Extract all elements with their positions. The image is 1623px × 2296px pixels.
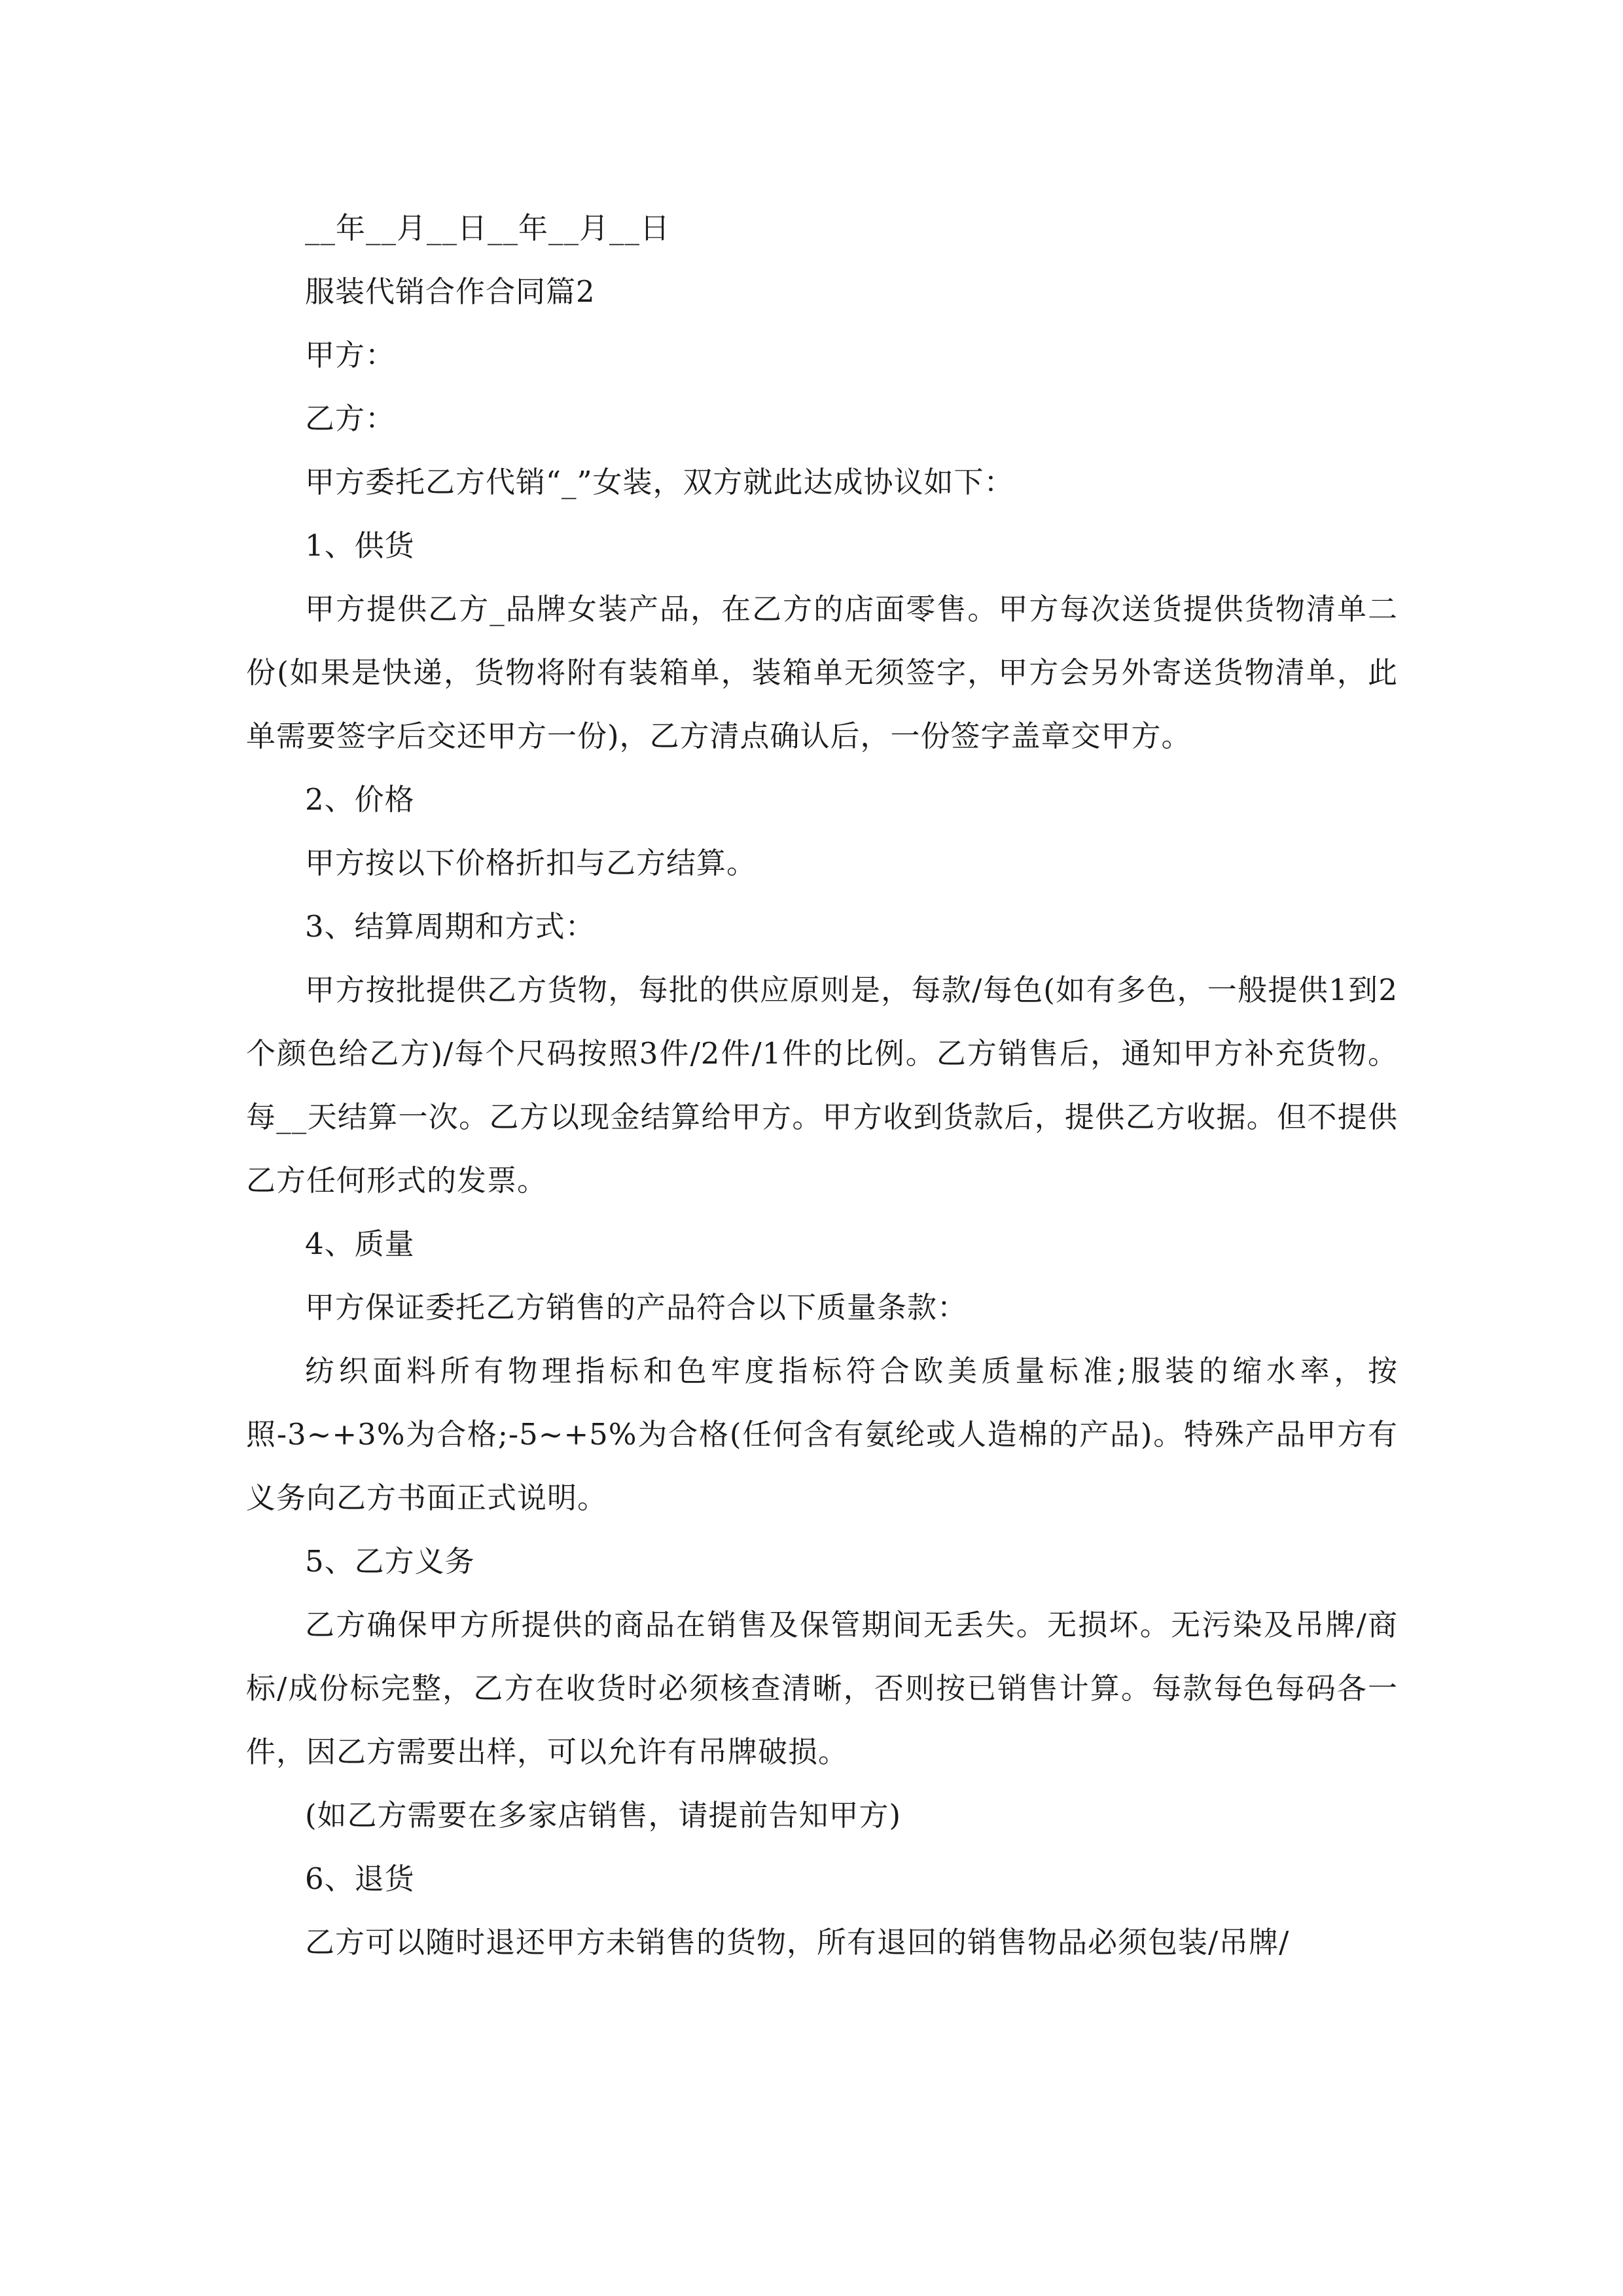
section-heading-settlement: 3、结算周期和方式： xyxy=(305,909,596,944)
agreement-intro: 甲方委托乙方代销“_”女装，双方就此达成协议如下： xyxy=(305,465,1014,499)
section-body-returns: 乙方可以随时退还甲方未销售的货物，所有退回的销售物品必须包装/吊牌/ xyxy=(305,1925,1290,1960)
date-line: __年__月__日__年__月__日 xyxy=(305,211,671,245)
section-heading-quality: 4、质量 xyxy=(305,1227,415,1261)
section-heading-price: 2、价格 xyxy=(305,782,415,817)
section-heading-obligations: 5、乙方义务 xyxy=(305,1544,475,1579)
section-body-quality-intro: 甲方保证委托乙方销售的产品符合以下质量条款： xyxy=(305,1290,968,1325)
section-body-settlement: 甲方按批提供乙方货物，每批的供应原则是，每款/每色(如有多色，一般提供1到2个颜色给乙方)/每个尺码按照3件/2件/1件的比例。乙方销售后，通知甲方补充货物。每__天结算一次。乙方以现金结算给甲方。甲方收到货款后，提供乙方收据。但不提供乙方任何形式的发票。 xyxy=(246,973,1398,1198)
section-heading-supply: 1、供货 xyxy=(305,528,415,563)
section-heading-returns: 6、退货 xyxy=(305,1861,415,1896)
section-body-obligations: 乙方确保甲方所提供的商品在销售及保管期间无丢失。无损坏。无污染及吊牌/商标/成份标完整，乙方在收货时必须核查清晰，否则按已销售计算。每款每色每码各一件，因乙方需要出样，可以允许有吊牌破损。 xyxy=(246,1607,1398,1769)
section-body-price: 甲方按以下价格折扣与乙方结算。 xyxy=(305,846,757,880)
section-body-quality-terms: 纺织面料所有物理指标和色牢度指标符合欧美质量标准;服装的缩水率，按照-3~+3%为合格;-5~+5%为合格(任何含有氨纶或人造棉的产品)。特殊产品甲方有义务向乙方书面正式说明。 xyxy=(246,1354,1398,1515)
party-b-line: 乙方： xyxy=(305,401,396,436)
document-body xyxy=(246,196,1398,1974)
party-a-line: 甲方： xyxy=(305,338,396,372)
contract-title: 服装代销合作合同篇2 xyxy=(305,274,596,309)
section-note-multistore: (如乙方需要在多家店销售，请提前告知甲方) xyxy=(305,1798,902,1833)
section-body-supply: 甲方提供乙方_品牌女装产品，在乙方的店面零售。甲方每次送货提供货物清单二份(如果是快递，货物将附有装箱单，装箱单无须签字，甲方会另外寄送货物清单，此单需要签字后交还甲方一份)，乙方清点确认后，一份签字盖章交甲方。 xyxy=(246,592,1398,753)
